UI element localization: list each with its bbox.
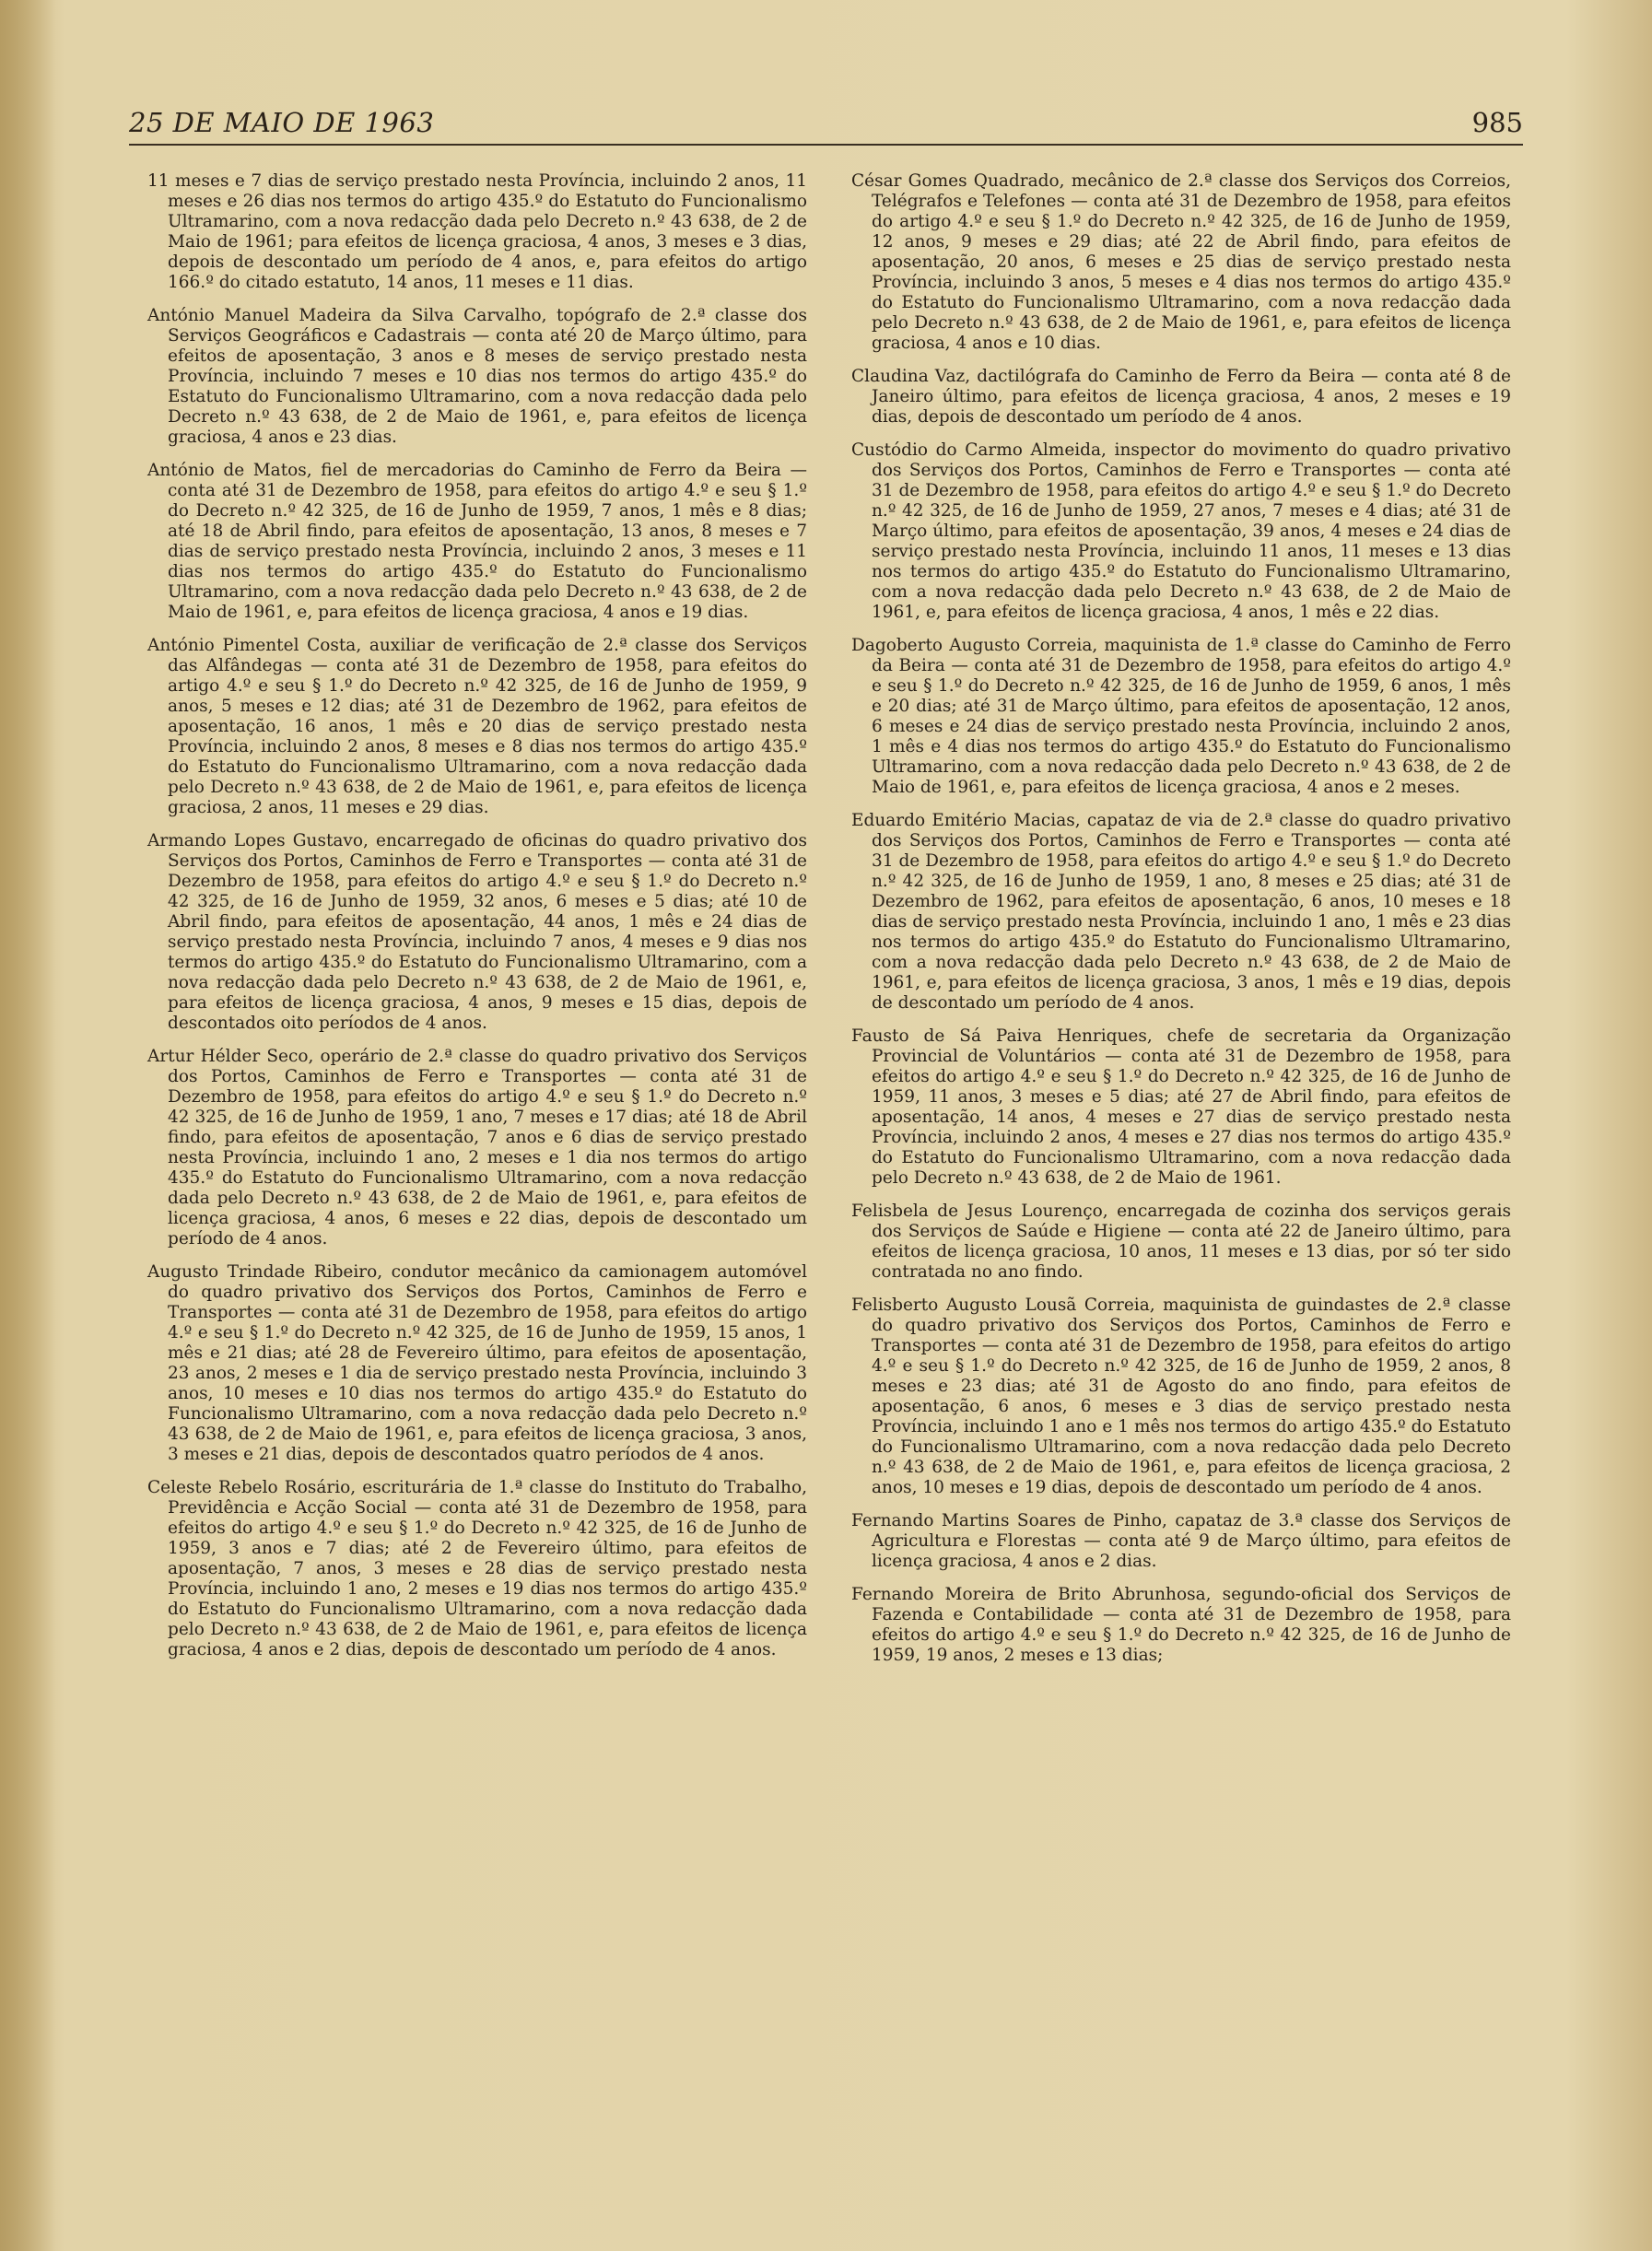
entry-artur-helder-seco: Artur Hélder Seco, operário de 2.ª classe do quadro privativo dos Serviços dos Portos, Caminhos de Ferro e Transportes — conta até 31 de Dezembro de 1958, para efeitos do artigo 4.º e seu § 1.º do Decreto n.º 42 325, de 16 de Junho de 1959, 1 ano, 7 meses e 17 dias; até 18 de Abril findo, para efeitos de aposentação, 7 anos e 6 dias de serviço prestado nesta Província, incluindo 1 ano, 2 meses e 1 dia nos termos do artigo 435.º do Estatuto do Funcionalismo Ultramarino, com a nova redacção dada pelo Decreto n.º 43 638, de 2 de Maio de 1961, e, para efeitos de licença graciosa, 4 anos, 6 meses e 22 dias, depois de descontado um período de 4 anos. [147,1047,807,1249]
entry-armando-lopes-gustavo: Armando Lopes Gustavo, encarregado de oficinas do quadro privativo dos Serviços dos Portos, Caminhos de Ferro e Transportes — conta até 31 de Dezembro de 1958, para efeitos do artigo 4.º e seu § 1.º do Decreto n.º 42 325, de 16 de Junho de 1959, 32 anos, 6 meses e 5 dias; até 10 de Abril findo, para efeitos de aposentação, 44 anos, 1 mês e 24 dias de serviço prestado nesta Província, incluindo 7 anos, 4 meses e 9 dias nos termos do artigo 435.º do Estatuto do Funcionalismo Ultramarino, com a nova redacção dada pelo Decreto n.º 43 638, de 2 de Maio de 1961, e, para efeitos de licença graciosa, 4 anos, 9 meses e 15 dias, depois de descontados oito períodos de 4 anos. [147,831,807,1033]
left-column [147,171,807,1666]
paragraph-continued: 11 meses e 7 dias de serviço prestado nesta Província, incluindo 2 anos, 11 meses e 26 dias nos termos do artigo 435.º do Estatuto do Funcionalismo Ultramarino, com a nova redacção dada pelo Decreto n.º 43 638, de 2 de Maio de 1961; para efeitos de licença graciosa, 4 anos, 3 meses e 3 dias, depois de descontado um período de 4 anos, e, para efeitos do artigo 166.º do citado estatuto, 14 anos, 11 meses e 11 dias. [147,171,807,292]
entry-antonio-de-matos: António de Matos, fiel de mercadorias do Caminho de Ferro da Beira — conta até 31 de Dezembro de 1958, para efeitos do artigo 4.º e seu § 1.º do Decreto n.º 42 325, de 16 de Junho de 1959, 7 anos, 1 mês e 8 dias; até 18 de Abril findo, para efeitos de aposentação, 13 anos, 8 meses e 7 dias de serviço prestado nesta Província, incluindo 2 anos, 3 meses e 11 dias nos termos do artigo 435.º do Estatuto do Funcionalismo Ultramarino, com a nova redacção dada pelo Decreto n.º 43 638, de 2 de Maio de 1961, e, para efeitos de licença graciosa, 4 anos e 19 dias. [147,461,807,622]
entry-felisberto-augusto-lousa-correia: Felisberto Augusto Lousã Correia, maquinista de guindastes de 2.ª classe do quadro privativo dos Serviços dos Portos, Caminhos de Ferro e Transportes — conta até 31 de Dezembro de 1958, para efeitos do artigo 4.º e seu § 1.º do Decreto n.º 42 325, de 16 de Junho de 1959, 2 anos, 8 meses e 23 dias; até 31 de Agosto do ano findo, para efeitos de aposentação, 6 anos, 6 meses e 3 dias de serviço prestado nesta Província, incluindo 1 ano e 1 mês nos termos do artigo 435.º do Estatuto do Funcionalismo Ultramarino, com a nova redacção dada pelo Decreto n.º 43 638, de 2 de Maio de 1961, e, para efeitos de licença graciosa, 2 anos, 10 meses e 19 dias, depois de descontado um período de 4 anos. [851,1295,1511,1497]
right-column [851,171,1511,1666]
entry-fernando-moreira-de-brito-abrunhosa: Fernando Moreira de Brito Abrunhosa, segundo-oficial dos Serviços de Fazenda e Contabilidade — conta até 31 de Dezembro de 1958, para efeitos do artigo 4.º e seu § 1.º do Decreto n.º 42 325, de 16 de Junho de 1959, 19 anos, 2 meses e 13 dias; [851,1585,1511,1665]
entry-antonio-manuel-madeira: António Manuel Madeira da Silva Carvalho, topógrafo de 2.ª classe dos Serviços Geográficos e Cadastrais — conta até 20 de Março último, para efeitos de aposentação, 3 anos e 8 meses de serviço prestado nesta Província, incluindo 7 meses e 10 dias nos termos do artigo 435.º do Estatuto do Funcionalismo Ultramarino, com a nova redacção dada pelo Decreto n.º 43 638, de 2 de Maio de 1961, e, para efeitos de licença graciosa, 4 anos e 23 dias. [147,306,807,447]
entry-fausto-de-sa-paiva-henriques: Fausto de Sá Paiva Henriques, chefe de secretaria da Organização Provincial de Voluntários — conta até 31 de Dezembro de 1958, para efeitos do artigo 4.º e seu § 1.º do Decreto n.º 42 325, de 16 de Junho de 1959, 11 anos, 3 meses e 5 dias; até 27 de Abril findo, para efeitos de aposentação, 14 anos, 4 meses e 27 dias de serviço prestado nesta Província, incluindo 2 anos, 4 meses e 27 dias nos termos do artigo 435.º do Estatuto do Funcionalismo Ultramarino, com a nova redacção dada pelo Decreto n.º 43 638, de 2 de Maio de 1961. [851,1026,1511,1188]
text-columns [147,171,1511,1666]
entry-felisbela-de-jesus-lourenco: Felisbela de Jesus Lourenço, encarregada de cozinha dos serviços gerais dos Serviços de Saúde e Higiene — conta até 22 de Janeiro último, para efeitos de licença graciosa, 10 anos, 11 meses e 13 dias, por só ter sido contratada no ano findo. [851,1202,1511,1282]
header-date: 25 DE MAIO DE 1963 [129,107,435,138]
page-header [129,100,1523,146]
entry-custodio-do-carmo-almeida: Custódio do Carmo Almeida, inspector do movimento do quadro privativo dos Serviços dos Portos, Caminhos de Ferro e Transportes — conta até 31 de Dezembro de 1958, para efeitos do artigo 4.º e seu § 1.º do Decreto n.º 42 325, de 16 de Junho de 1959, 27 anos, 7 meses e 4 dias; até 31 de Março último, para efeitos de aposentação, 39 anos, 4 meses e 24 dias de serviço prestado nesta Província, incluindo 11 anos, 11 meses e 13 dias nos termos do artigo 435.º do Estatuto do Funcionalismo Ultramarino, com a nova redacção dada pelo Decreto n.º 43 638, de 2 de Maio de 1961, e, para efeitos de licença graciosa, 4 anos, 1 mês e 22 dias. [851,440,1511,622]
entry-cesar-gomes-quadrado: César Gomes Quadrado, mecânico de 2.ª classe dos Serviços dos Correios, Telégrafos e Telefones — conta até 31 de Dezembro de 1958, para efeitos do artigo 4.º e seu § 1.º do Decreto n.º 42 325, de 16 de Junho de 1959, 12 anos, 9 meses e 29 dias; até 22 de Abril findo, para efeitos de aposentação, 20 anos, 6 meses e 25 dias de serviço prestado nesta Província, incluindo 3 anos, 5 meses e 4 dias nos termos do artigo 435.º do Estatuto do Funcionalismo Ultramarino, com a nova redacção dada pelo Decreto n.º 43 638, de 2 de Maio de 1961, e, para efeitos de licença graciosa, 4 anos e 10 dias. [851,171,1511,353]
page-number: 985 [1471,107,1523,138]
entry-eduardo-emiterio-macias: Eduardo Emitério Macias, capataz de via de 2.ª classe do quadro privativo dos Serviços dos Portos, Caminhos de Ferro e Transportes — conta até 31 de Dezembro de 1958, para efeitos do artigo 4.º e seu § 1.º do Decreto n.º 42 325, de 16 de Junho de 1959, 1 ano, 8 meses e 25 dias; até 31 de Dezembro de 1962, para efeitos de aposentação, 6 anos, 10 meses e 18 dias de serviço prestado nesta Província, incluindo 1 ano, 1 mês e 23 dias nos termos do artigo 435.º do Estatuto do Funcionalismo Ultramarino, com a nova redacção dada pelo Decreto n.º 43 638, de 2 de Maio de 1961, e, para efeitos de licença graciosa, 3 anos, 1 mês e 19 dias, depois de descontado um período de 4 anos. [851,811,1511,1013]
entry-fernando-martins-soares-de-pinho: Fernando Martins Soares de Pinho, capataz de 3.ª classe dos Serviços de Agricultura e Florestas — conta até 9 de Março último, para efeitos de licença graciosa, 4 anos e 2 dias. [851,1511,1511,1571]
entry-claudina-vaz: Claudina Vaz, dactilógrafa do Caminho de Ferro da Beira — conta até 8 de Janeiro último, para efeitos de licença graciosa, 4 anos, 2 meses e 19 dias, depois de descontado um período de 4 anos. [851,367,1511,427]
page-edge-shadow [0,0,55,2251]
entry-dagoberto-augusto-correia: Dagoberto Augusto Correia, maquinista de 1.ª classe do Caminho de Ferro da Beira — conta até 31 de Dezembro de 1958, para efeitos do artigo 4.º e seu § 1.º do Decreto n.º 42 325, de 16 de Junho de 1959, 6 anos, 1 mês e 20 dias; até 31 de Março último, para efeitos de aposentação, 12 anos, 6 meses e 24 dias de serviço prestado nesta Província, incluindo 2 anos, 1 mês e 4 dias nos termos do artigo 435.º do Estatuto do Funcionalismo Ultramarino, com a nova redacção dada pelo Decreto n.º 43 638, de 2 de Maio de 1961, e, para efeitos de licença graciosa, 4 anos e 2 meses. [851,636,1511,797]
entry-celeste-rebelo-rosario: Celeste Rebelo Rosário, escriturária de 1.ª classe do Instituto do Trabalho, Previdência e Acção Social — conta até 31 de Dezembro de 1958, para efeitos do artigo 4.º e seu § 1.º do Decreto n.º 42 325, de 16 de Junho de 1959, 3 anos e 7 dias; até 2 de Fevereiro último, para efeitos de aposentação, 7 anos, 3 meses e 28 dias de serviço prestado nesta Província, incluindo 1 ano, 2 meses e 19 dias nos termos do artigo 435.º do Estatuto do Funcionalismo Ultramarino, com a nova redacção dada pelo Decreto n.º 43 638, de 2 de Maio de 1961, e, para efeitos de licença graciosa, 4 anos e 2 dias, depois de descontado um período de 4 anos. [147,1478,807,1659]
entry-augusto-trindade-ribeiro: Augusto Trindade Ribeiro, condutor mecânico da camionagem automóvel do quadro privativo dos Serviços dos Portos, Caminhos de Ferro e Transportes — conta até 31 de Dezembro de 1958, para efeitos do artigo 4.º e seu § 1.º do Decreto n.º 42 325, de 16 de Junho de 1959, 15 anos, 1 mês e 21 dias; até 28 de Fevereiro último, para efeitos de aposentação, 23 anos, 2 meses e 1 dia de serviço prestado nesta Província, incluindo 3 anos, 10 meses e 10 dias nos termos do artigo 435.º do Estatuto do Funcionalismo Ultramarino, com a nova redacção dada pelo Decreto n.º 43 638, de 2 de Maio de 1961, e, para efeitos de licença graciosa, 3 anos, 3 meses e 21 dias, depois de descontados quatro períodos de 4 anos. [147,1262,807,1464]
entry-antonio-pimentel-costa: António Pimentel Costa, auxiliar de verificação de 2.ª classe dos Serviços das Alfândegas — conta até 31 de Dezembro de 1958, para efeitos do artigo 4.º e seu § 1.º do Decreto n.º 42 325, de 16 de Junho de 1959, 9 anos, 5 meses e 12 dias; até 31 de Dezembro de 1962, para efeitos de aposentação, 16 anos, 1 mês e 20 dias de serviço prestado nesta Província, incluindo 2 anos, 8 meses e 8 dias nos termos do artigo 435.º do Estatuto do Funcionalismo Ultramarino, com a nova redacção dada pelo Decreto n.º 43 638, de 2 de Maio de 1961, e, para efeitos de licença graciosa, 2 anos, 11 meses e 29 dias. [147,636,807,817]
